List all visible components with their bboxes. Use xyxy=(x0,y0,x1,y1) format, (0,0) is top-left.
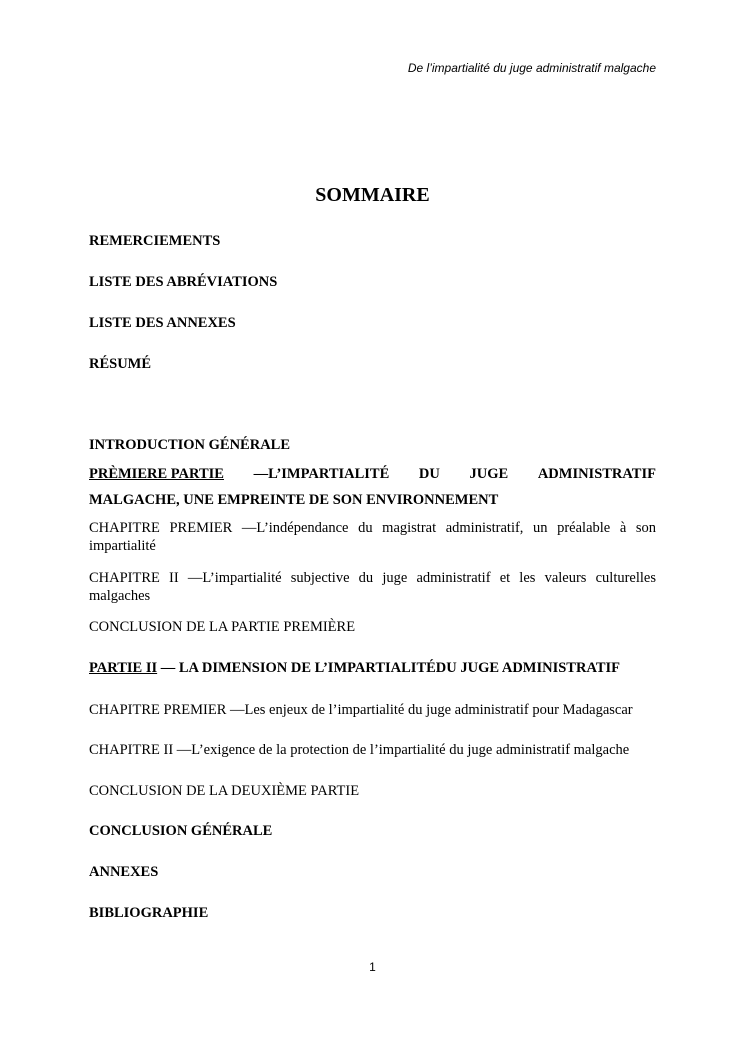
toc-part2-chapter1[interactable]: CHAPITRE PREMIER —Les enjeux de l’impartialité du juge administratif pour Madagascar xyxy=(89,702,633,718)
toc-bibliographie[interactable]: BIBLIOGRAPHIE xyxy=(89,905,209,921)
page-title: SOMMAIRE xyxy=(315,184,430,206)
toc-part1-title-line2[interactable]: MALGACHE, UNE EMPREINTE DE SON ENVIRONNEMENT xyxy=(89,492,499,508)
toc-part1-chapter1[interactable]: CHAPITRE PREMIER —L’indépendance du magistrat administratif, un préalable à son impartialité xyxy=(89,520,656,554)
page-number: 1 xyxy=(369,960,376,974)
toc-annexes[interactable]: ANNEXES xyxy=(89,864,159,880)
toc-part2-conclusion[interactable]: CONCLUSION DE LA DEUXIÈME PARTIE xyxy=(89,783,360,799)
toc-part1-chapter2[interactable]: CHAPITRE II —L’impartialité subjective du juge administratif et les valeurs culturelles malgaches xyxy=(89,570,656,604)
part1-word: DU xyxy=(418,466,440,482)
toc-introduction-generale[interactable]: INTRODUCTION GÉNÉRALE xyxy=(89,437,291,453)
toc-part2-chapter2[interactable]: CHAPITRE II —L’exigence de la protection de l’impartialité du juge administratif malgache xyxy=(89,742,630,758)
part1-label: PRÈMIERE PARTIE xyxy=(89,466,224,482)
running-header: De l’impartialité du juge administratif malgache xyxy=(407,61,656,75)
toc-liste-abreviations[interactable]: LISTE DES ABRÉVIATIONS xyxy=(89,274,278,290)
part1-word: JUGE xyxy=(469,466,509,482)
toc-part1-conclusion[interactable]: CONCLUSION DE LA PARTIE PREMIÈRE xyxy=(89,619,356,635)
part2-label: PARTIE II xyxy=(89,660,158,676)
toc-liste-annexes[interactable]: LISTE DES ANNEXES xyxy=(89,315,236,331)
toc-remerciements[interactable]: REMERCIEMENTS xyxy=(89,233,221,249)
toc-part2-title[interactable] xyxy=(89,659,656,677)
part1-word: ADMINISTRATIF xyxy=(537,466,656,482)
toc-part1-title-line1[interactable] xyxy=(89,465,656,483)
part2-title-text: — LA DIMENSION DE L’IMPARTIALITÉDU JUGE ADMINISTRATIF xyxy=(157,660,621,676)
part1-word: —L’IMPARTIALITÉ xyxy=(253,466,390,482)
toc-conclusion-generale[interactable]: CONCLUSION GÉNÉRALE xyxy=(89,823,273,839)
toc-resume[interactable]: RÉSUMÉ xyxy=(89,356,152,372)
